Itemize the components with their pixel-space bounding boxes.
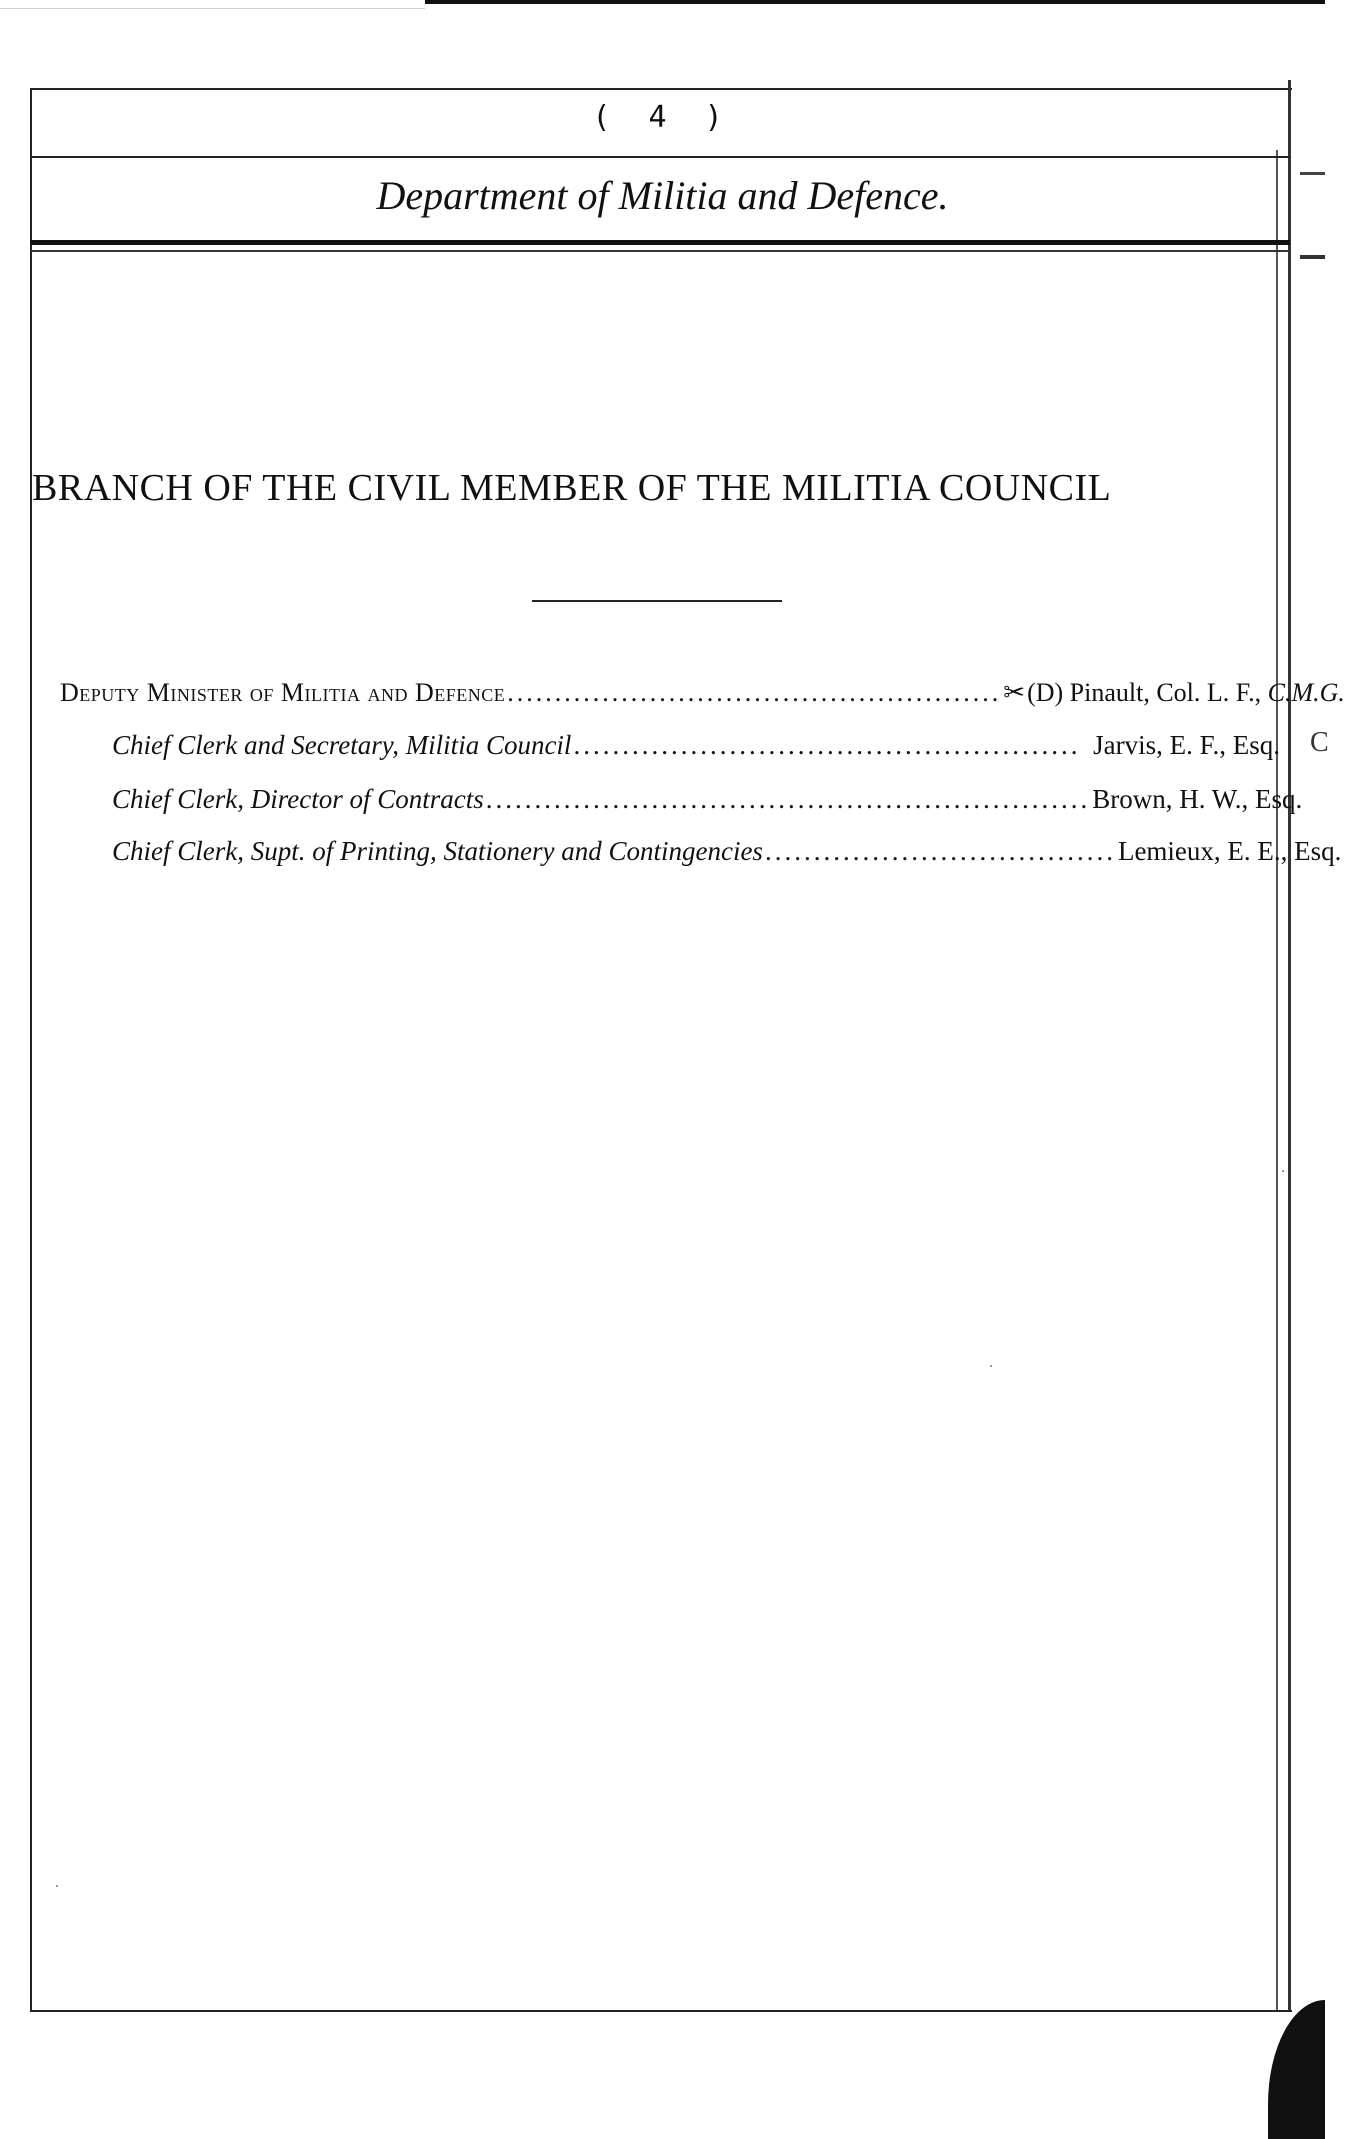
scan-edge-faint-line	[0, 8, 425, 9]
adjacent-page-mark	[1300, 172, 1325, 175]
office-holder: Brown, H. W., Esq.	[1092, 784, 1303, 814]
scan-edge-line	[425, 0, 1325, 4]
staff-entry-secretary	[112, 730, 1280, 761]
department-title: Department of Militia and Defence.	[376, 173, 949, 218]
scissors-icon: ✂	[1003, 678, 1026, 707]
branch-heading: BRANCH OF THE CIVIL MEMBER OF THE MILITIA COUNCIL	[32, 467, 1112, 509]
section-divider	[532, 600, 782, 602]
office-holder	[1003, 678, 1345, 708]
office-title: Chief Clerk, Director of Contracts	[112, 784, 484, 814]
adjacent-page-margin-mark: C	[1310, 727, 1329, 758]
office-holder: Jarvis, E. F., Esq.	[1093, 730, 1280, 760]
staff-entry-deputy-minister	[60, 678, 1345, 708]
holder-postnominal: C.M.G.	[1267, 678, 1345, 707]
office-holder: Lemieux, E. E., Esq.	[1117, 836, 1342, 866]
office-title: Chief Clerk, Supt. of Printing, Stationery and Contingencies	[112, 836, 763, 866]
scan-speck	[56, 1885, 58, 1887]
page-right-inner-edge	[1276, 150, 1278, 2010]
header-double-rule-thick	[30, 240, 1290, 245]
staff-entry-printing	[112, 836, 1342, 867]
page-number: ( 4 )	[592, 100, 733, 135]
staff-entry-contracts	[112, 784, 1303, 815]
leader-dots: ....................................................	[573, 730, 1081, 760]
page-corner-curl	[1268, 2000, 1325, 2139]
office-title: Deputy Minister of Militia and Defence	[60, 678, 506, 707]
leader-dots: ....................................	[764, 836, 1116, 866]
page-frame	[30, 88, 1292, 2012]
holder-name: (D) Pinault, Col. L. F.,	[1027, 678, 1268, 707]
leader-dots: ..............................................................	[485, 784, 1091, 814]
adjacent-page-mark	[1300, 255, 1325, 259]
header-double-rule-thin	[30, 250, 1290, 252]
page-right-edge	[1288, 80, 1291, 2010]
scan-speck	[990, 1365, 992, 1367]
leader-dots: ....................................................	[507, 678, 1002, 707]
scan-speck	[1282, 1170, 1284, 1172]
header-rule	[30, 156, 1290, 158]
office-title: Chief Clerk and Secretary, Militia Council	[112, 730, 572, 760]
